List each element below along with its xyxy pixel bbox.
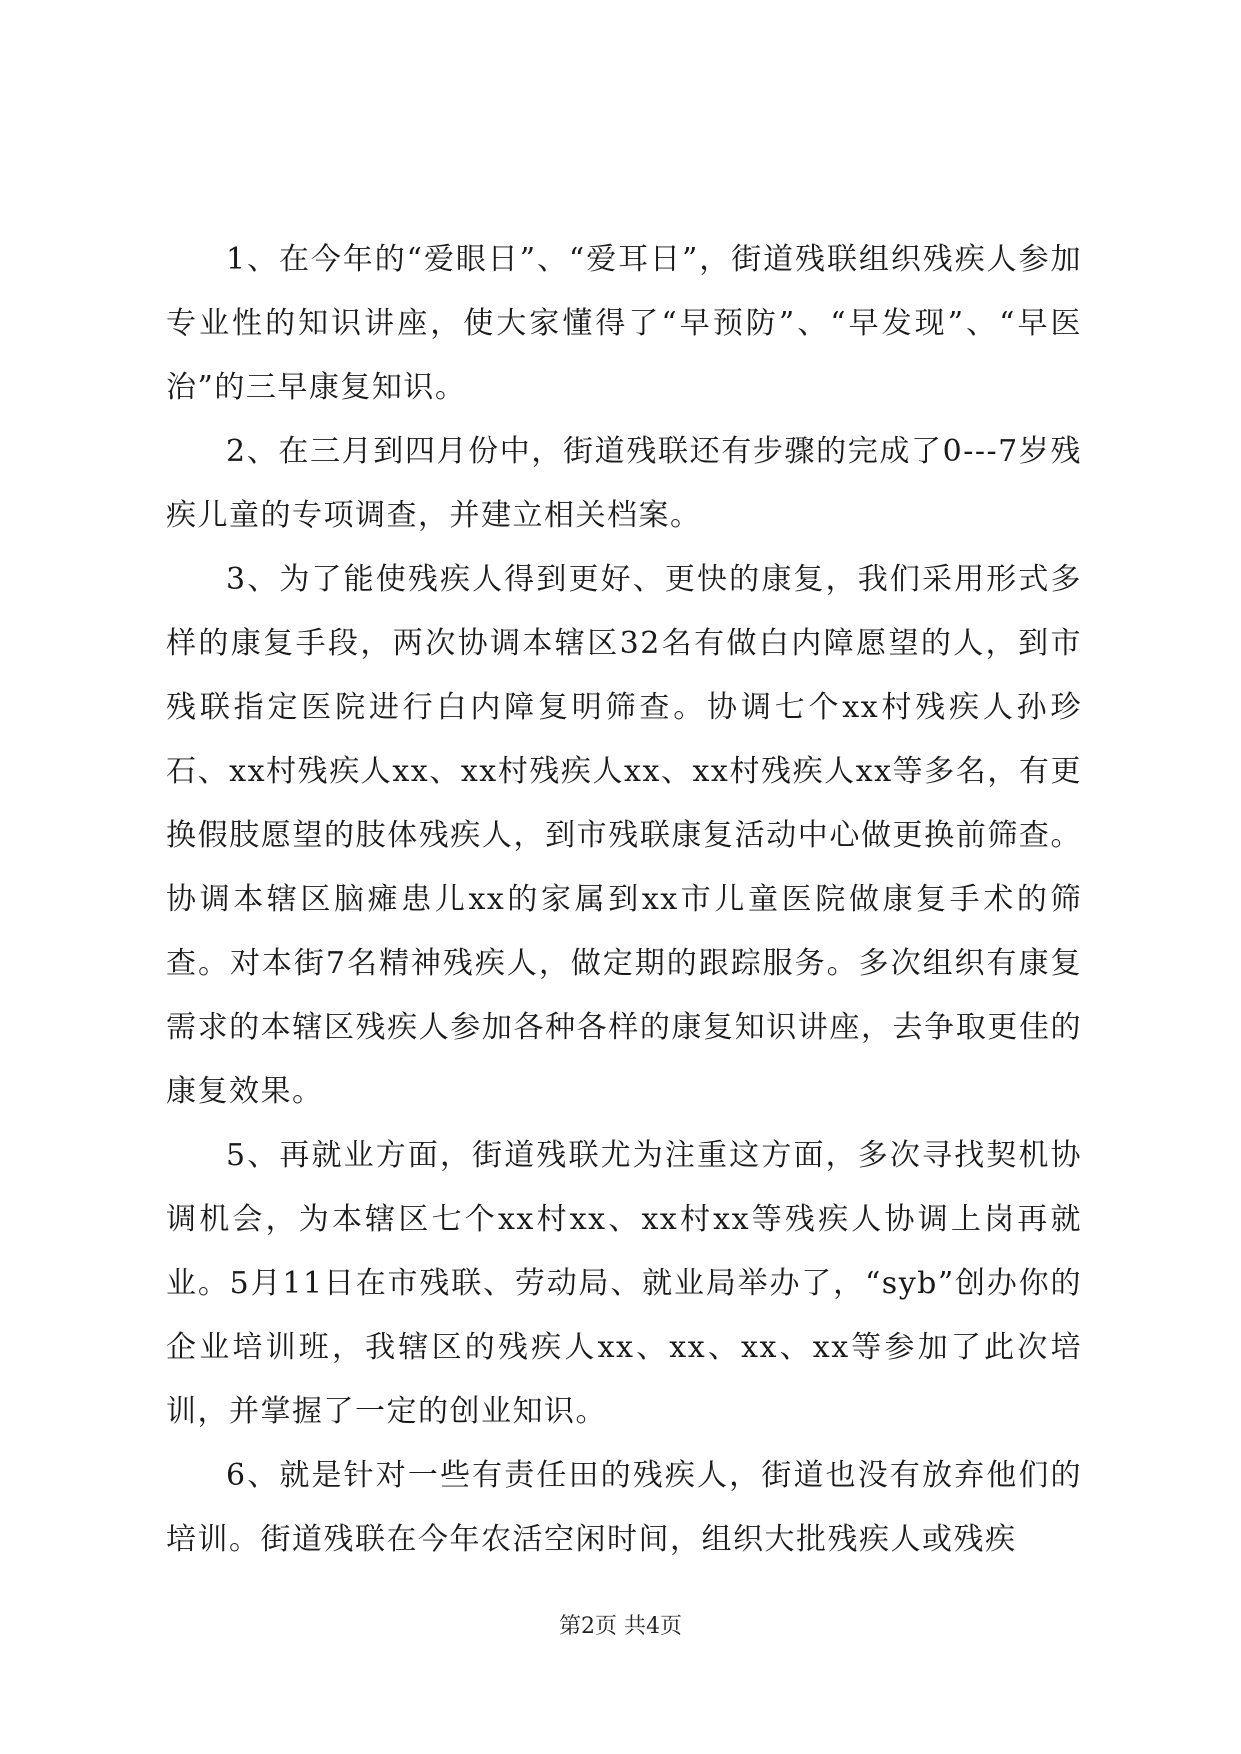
- document-body: [166, 228, 1082, 1572]
- paragraph-5: 5、再就业方面，街道残联尤为注重这方面，多次寻找契机协调机会，为本辖区七个xx村xx、xx村xx等残疾人协调上岗再就业。5月11日在市残联、劳动局、就业局举办了，“syb”创办你的企业培训班，我辖区的残疾人xx、xx、xx、xx等参加了此次培训，并掌握了一定的创业知识。: [166, 1138, 1082, 1429]
- paragraph-2: 2、在三月到四月份中，街道残联还有步骤的完成了0---7岁残疾儿童的专项调查，并建立相关档案。: [166, 434, 1082, 533]
- page-footer: 第2页 共4页: [559, 1614, 682, 1639]
- paragraph-6: 6、就是针对一些有责任田的残疾人，街道也没有放弃他们的培训。街道残联在今年农活空闲时间，组织大批残疾人或残疾: [166, 1458, 1082, 1557]
- paragraph-3: 3、为了能使残疾人得到更好、更快的康复，我们采用形式多样的康复手段，两次协调本辖区32名有做白内障愿望的人，到市残联指定医院进行白内障复明筛查。协调七个xx村残疾人孙珍石、xx村残疾人xx、xx村残疾人xx、xx村残疾人xx等多名，有更换假肢愿望的肢体残疾人，到市残联康复活动中心做更换前筛查。协调本辖区脑瘫患儿xx的家属到xx市儿童医院做康复手术的筛查。对本街7名精神残疾人，做定期的跟踪服务。多次组织有康复需求的本辖区残疾人参加各种各样的康复知识讲座，去争取更佳的康复效果。: [166, 562, 1082, 1109]
- paragraph-1: 1、在今年的“爱眼日”、“爱耳日”，街道残联组织残疾人参加专业性的知识讲座，使大家懂得了“早预防”、“早发现”、“早医治”的三早康复知识。: [166, 242, 1082, 405]
